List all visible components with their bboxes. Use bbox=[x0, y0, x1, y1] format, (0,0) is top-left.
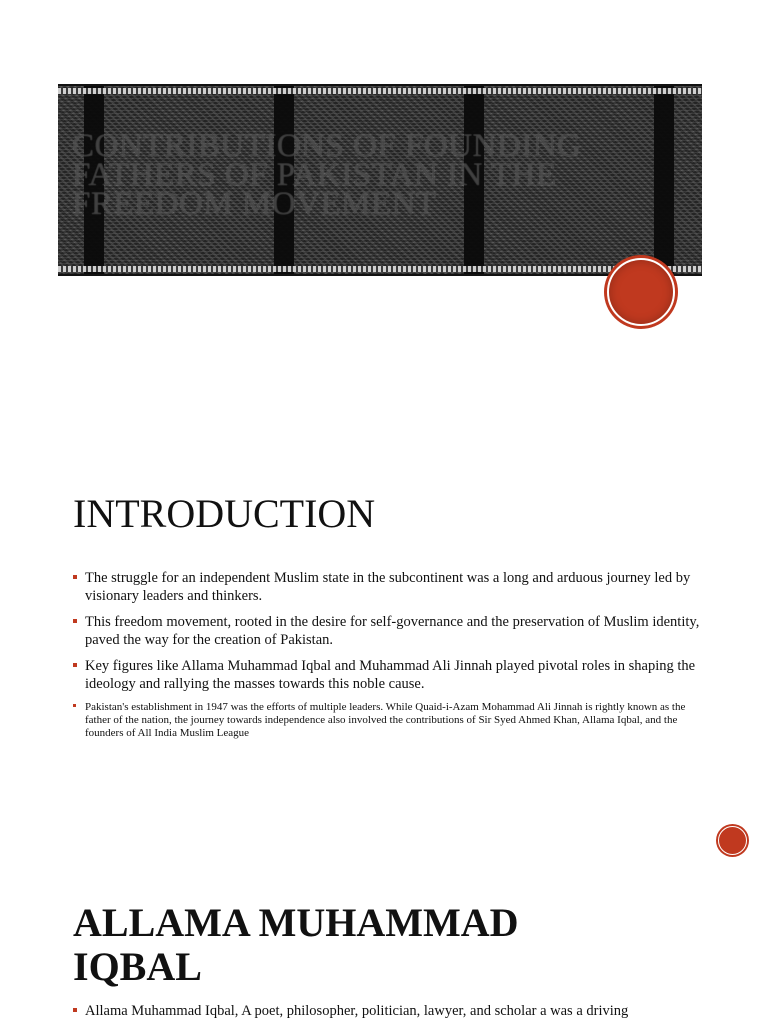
list-item-text: This freedom movement, rooted in the desire for self-governance and the preservation of Muslim identity, paved the way for the creation of Pakistan. bbox=[85, 614, 700, 648]
square-bullet-icon bbox=[73, 1008, 77, 1012]
banner-top-edge bbox=[58, 84, 702, 86]
list-item bbox=[73, 657, 703, 693]
circle-badge-icon bbox=[607, 258, 675, 326]
iqbal-heading: ALLAMA MUHAMMAD IQBAL bbox=[73, 900, 519, 989]
slide-title: CONTRIBUTIONS OF FOUNDING FATHERS OF PAKISTAN IN THE FREEDOM MOVEMENT bbox=[72, 128, 582, 222]
list-item bbox=[73, 569, 703, 605]
banner-bottom-stripe bbox=[58, 266, 702, 272]
list-item bbox=[73, 613, 703, 649]
title-banner bbox=[58, 84, 702, 276]
circle-badge-icon bbox=[718, 826, 747, 855]
square-bullet-icon bbox=[73, 619, 77, 623]
introduction-heading: INTRODUCTION bbox=[73, 491, 376, 536]
square-bullet-icon bbox=[73, 575, 77, 579]
list-item bbox=[73, 1002, 703, 1020]
list-item bbox=[73, 701, 703, 740]
square-bullet-icon bbox=[73, 663, 77, 667]
list-item-text: Key figures like Allama Muhammad Iqbal and Muhammad Ali Jinnah played pivotal roles in shaping the ideology and rallying the masses towards this noble cause. bbox=[85, 658, 696, 692]
introduction-bullet-list bbox=[73, 569, 703, 740]
iqbal-bullet-list bbox=[73, 1002, 703, 1024]
list-item-text: Allama Muhammad Iqbal, A poet, philosopher, politician, lawyer, and scholar a was a driving bbox=[85, 1003, 629, 1019]
list-item-text: Pakistan's establishment in 1947 was the efforts of multiple leaders. While Quaid-i-Azam Mohammad Ali Jinnah is rightly known as the father of the nation, the journey towards independence also involved the contributions of Sir Syed Ahmed Khan, Allama Iqbal, and the founders of All India Muslim League bbox=[85, 701, 686, 739]
banner-bottom-edge bbox=[58, 274, 702, 276]
list-item-text: The struggle for an independent Muslim state in the subcontinent was a long and arduous journey led by visionary leaders and thinkers. bbox=[85, 570, 691, 604]
square-bullet-icon bbox=[73, 704, 76, 707]
banner-top-stripe bbox=[58, 88, 702, 94]
